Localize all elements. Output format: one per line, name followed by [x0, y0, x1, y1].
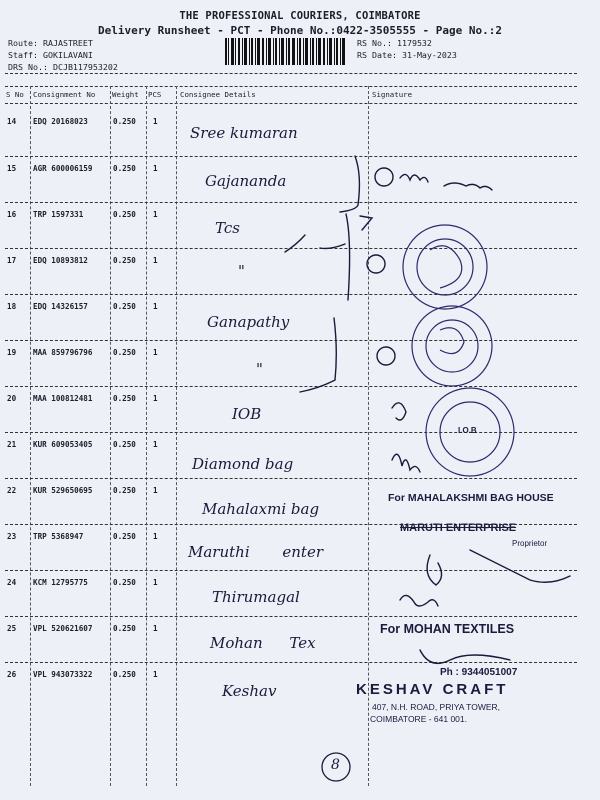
consignee-handwriting: Mahalaxmi bag [202, 500, 320, 518]
row-sno: 19 [7, 348, 17, 357]
row-weight: 0.250 [113, 164, 136, 173]
row-weight: 0.250 [113, 486, 136, 495]
row-pcs: 1 [153, 256, 158, 265]
row-pcs: 1 [153, 117, 158, 126]
col-header-weight: Weight [112, 90, 139, 99]
row-sno: 23 [7, 532, 17, 541]
row-consignment: KCM 12795775 [33, 578, 88, 587]
row-pcs: 1 [153, 532, 158, 541]
consignee-handwriting: Sree kumaran [190, 124, 298, 142]
consignee-handwriting: Diamond bag [192, 455, 294, 473]
row-consignment: VPL 520621607 [33, 624, 93, 633]
row-pcs: 1 [153, 210, 158, 219]
iob-seal-label: I.O.B [458, 426, 477, 435]
row-sno: 15 [7, 164, 17, 173]
row-consignment: VPL 943073322 [33, 670, 93, 679]
row-sno: 26 [7, 670, 17, 679]
row-pcs: 1 [153, 302, 158, 311]
row-pcs: 1 [153, 348, 158, 357]
row-consignment: TRP 5368947 [33, 532, 84, 541]
keshav-address-line1: 407, N.H. ROAD, PRIYA TOWER, [372, 702, 501, 712]
row-pcs: 1 [153, 670, 158, 679]
row-weight: 0.250 [113, 302, 136, 311]
row-sno: 21 [7, 440, 17, 449]
col-header-sno: S No [6, 90, 24, 99]
consignee-handwriting: IOB [232, 405, 262, 423]
row-pcs: 1 [153, 440, 158, 449]
consignee-handwriting: Ganapathy [207, 313, 290, 331]
row-consignment: MAA 859796796 [33, 348, 93, 357]
row-consignment: MAA 100812481 [33, 394, 93, 403]
row-pcs: 1 [153, 164, 158, 173]
col-header-signature: Signature [372, 90, 413, 99]
row-consignment: EDQ 10893812 [33, 256, 88, 265]
consignee-handwriting: " [238, 262, 245, 280]
consignee-handwriting: Tcs [215, 219, 240, 237]
row-sno: 18 [7, 302, 17, 311]
row-pcs: 1 [153, 578, 158, 587]
row-sno: 14 [7, 117, 17, 126]
col-header-consignee: Consignee Details [180, 90, 256, 99]
company-title: THE PROFESSIONAL COURIERS, COIMBATORE [179, 10, 421, 22]
row-pcs: 1 [153, 624, 158, 633]
row-weight: 0.250 [113, 256, 136, 265]
row-pcs: 1 [153, 486, 158, 495]
row-consignment: TRP 1597331 [33, 210, 84, 219]
drs-number: DRS No.: DCJB117953202 [8, 62, 118, 72]
consignee-handwriting: Mohan Tex [210, 634, 316, 652]
row-sno: 25 [7, 624, 17, 633]
consignee-handwriting: Gajananda [205, 172, 287, 190]
consignee-handwriting: " [256, 360, 263, 378]
row-weight: 0.250 [113, 348, 136, 357]
row-sno: 16 [7, 210, 17, 219]
consignee-handwriting: Thirumagal [212, 588, 300, 606]
row-consignment: EDQ 20168023 [33, 117, 88, 126]
mahalakshmi-stamp: For MAHALAKSHMI BAG HOUSE [388, 492, 554, 504]
row-sno: 22 [7, 486, 17, 495]
rs-date: RS Date: 31-May-2023 [357, 50, 457, 60]
row-weight: 0.250 [113, 394, 136, 403]
row-sno: 24 [7, 578, 17, 587]
consignee-handwriting: Maruthi enter [188, 543, 323, 561]
row-weight: 0.250 [113, 624, 136, 633]
row-weight: 0.250 [113, 578, 136, 587]
row-weight: 0.250 [113, 532, 136, 541]
row-consignment: KUR 609053405 [33, 440, 93, 449]
row-pcs: 1 [153, 394, 158, 403]
keshav-address-line2: COIMBATORE - 641 001. [370, 714, 467, 724]
row-weight: 0.250 [113, 117, 136, 126]
proprietor-stamp: Proprietor [512, 539, 548, 548]
route-label: Route: RAJASTREET [8, 38, 93, 48]
runsheet-subtitle: Delivery Runsheet - PCT - Phone No.:0422-3505555 - Page No.:2 [98, 24, 502, 37]
row-sno: 20 [7, 394, 17, 403]
col-header-pcs: PCS [148, 90, 162, 99]
col-header-consignment: Consignment No [33, 90, 96, 99]
row-weight: 0.250 [113, 440, 136, 449]
page-mark: 8 [331, 757, 340, 773]
row-weight: 0.250 [113, 210, 136, 219]
row-weight: 0.250 [113, 670, 136, 679]
row-consignment: EDQ 14326157 [33, 302, 88, 311]
keshav-phone: Ph : 9344051007 [440, 667, 518, 678]
keshav-craft-stamp: KESHAV CRAFT [356, 681, 509, 698]
row-consignment: AGR 600006159 [33, 164, 93, 173]
maruti-stamp: MARUTI ENTERPRISE [400, 522, 517, 534]
row-consignment: KUR 529650695 [33, 486, 93, 495]
mohan-textiles-stamp: For MOHAN TEXTILES [380, 622, 515, 636]
row-sno: 17 [7, 256, 17, 265]
consignee-handwriting: Keshav [222, 682, 277, 700]
staff-label: Staff: GOKILAVANI [8, 50, 93, 60]
rs-number: RS No.: 1179532 [357, 38, 432, 48]
